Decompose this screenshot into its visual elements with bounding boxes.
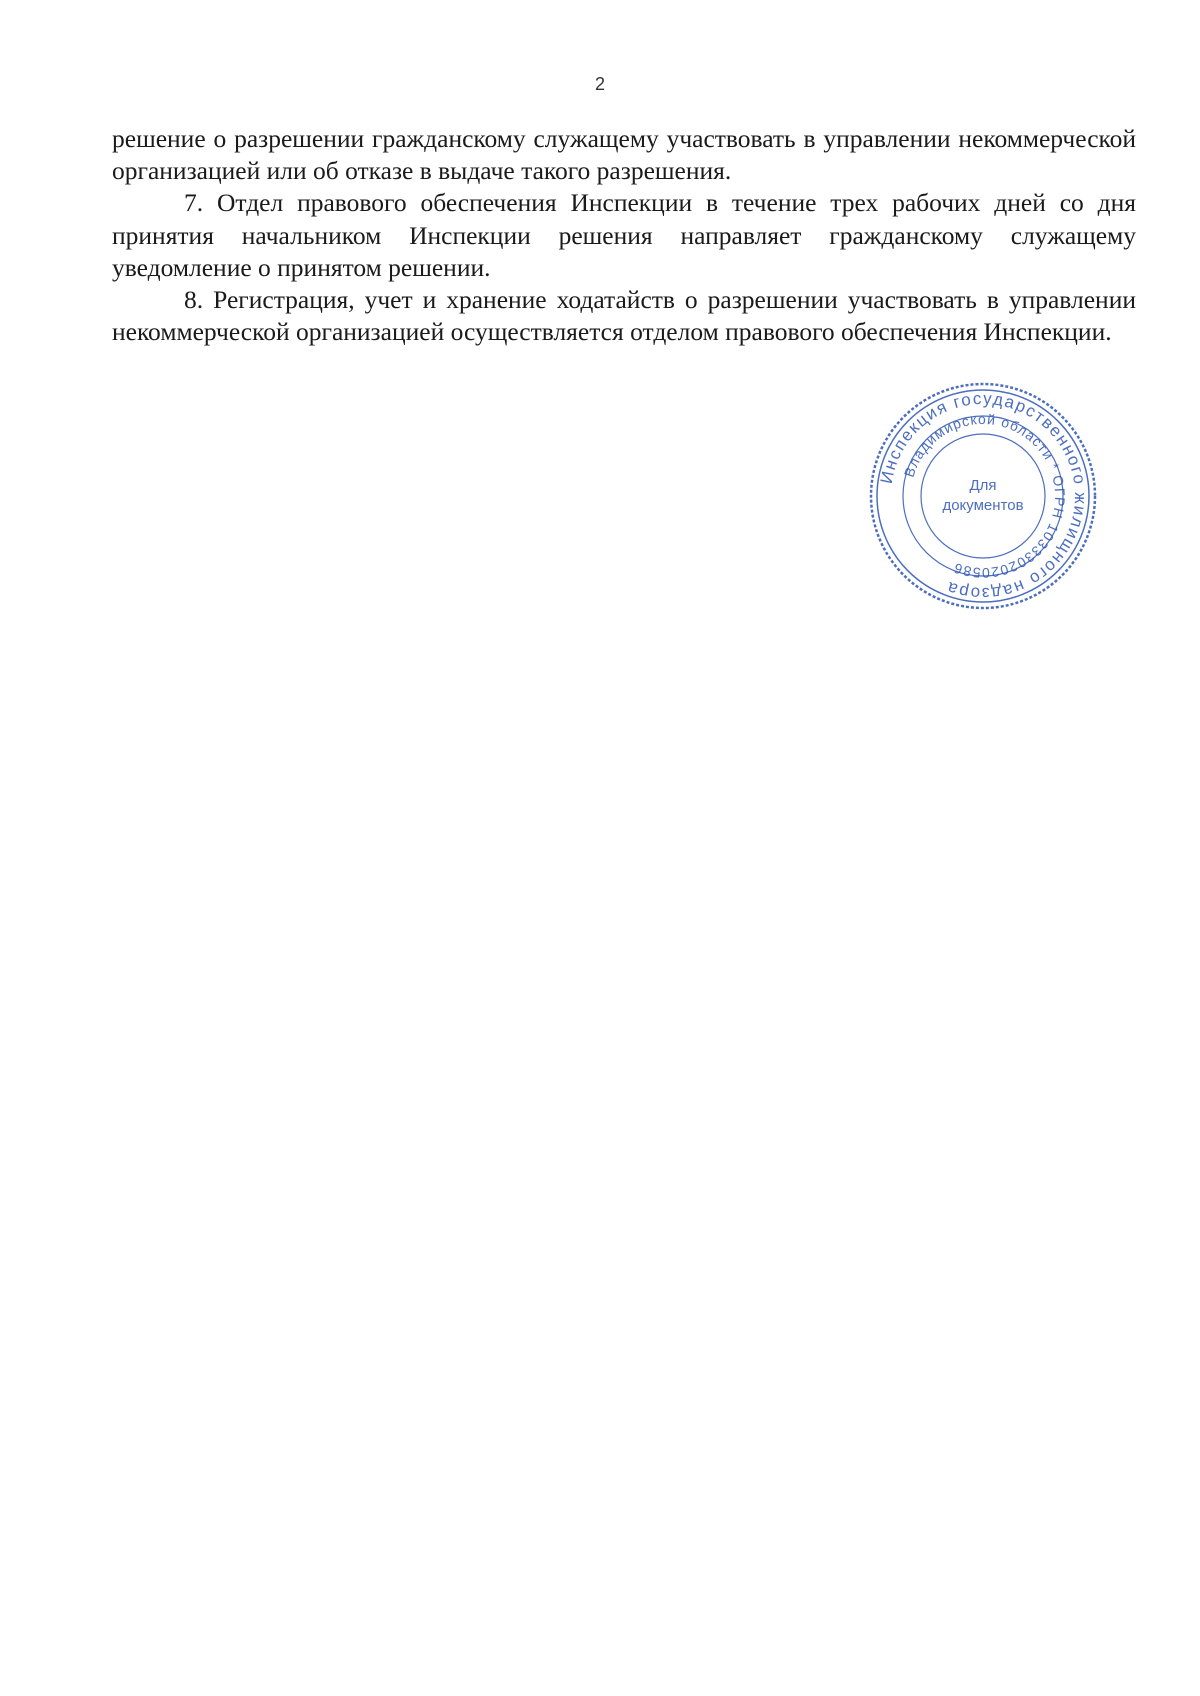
paragraph-8: 8. Регистрация, учет и хранение ходатайств о разрешении участвовать в управлении некоммерческой организацией осуществляется отделом правового обеспечения Инспекции. <box>112 285 1136 347</box>
page-number: 2 <box>594 74 605 94</box>
seal-center-line-2: документов <box>942 497 1024 514</box>
seal-outer-text: Инспекция государственного жилищного надзора <box>876 388 1091 604</box>
seal-graphic <box>863 376 1103 616</box>
paragraph-continuation: решение о разрешении гражданскому служащему участвовать в управлении некоммерческой организацией или об отказе в выдаче такого разрешения. <box>112 124 1136 186</box>
document-body <box>112 123 1136 348</box>
seal-center-line-1: Для <box>969 477 997 494</box>
paragraph-7: 7. Отдел правового обеспечения Инспекции в течение трех рабочих дней со дня принятия начальником Инспекции решения направляет гражданскому служащему уведомление о принятом решении. <box>112 188 1136 282</box>
official-seal-stamp <box>863 376 1103 616</box>
seal-inner-text: Владимирской области * ОГРН 1033302020586 <box>900 410 1069 582</box>
seal-center-border <box>921 434 1045 558</box>
